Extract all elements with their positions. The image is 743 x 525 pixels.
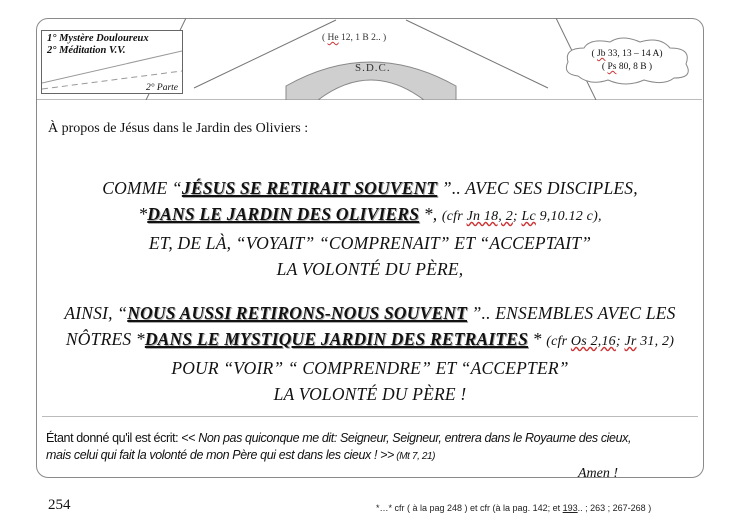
paragraph-us: AINSI, “NOUS AUSSI RETIRONS-NOUS SOUVENT ”.. ENSEMBLES AVEC LES NÔTRES *DANS LE MYSTIQUE JARDIN DES RETRAITES * (cfr Os 2,16; Jr 31, 2) POUR “VOIR” “ COMPRENDRE” ET “ACCEPTER” LA VOLONTÉ DU PÈRE !	[64, 303, 676, 404]
paragraph-jesus: COMME “JÉSUS SE RETIRAIT SOUVENT ”.. AVEC SES DISCIPLES, *DANS LE JARDIN DES OLIVIERS *, (cfr Jn 18, 2; Lc 9,10.12 c), ET, DE LÀ, “VOYAIT” “COMPRENAIT” ET “ACCEPTAIT” LA VOLONTÉ DU PÈRE,	[102, 178, 638, 279]
meditation-label-box	[41, 30, 183, 94]
mystery-title: 1° Mystère Douloureux	[47, 33, 149, 44]
footnote: *…* cfr ( à la pag 248 ) et cfr (à la pag. 142; et 193.. ; 263 ; 267-268 )	[376, 503, 652, 513]
scripture-quote: Étant donné qu'il est écrit: << Non pas quiconque me dit: Seigneur, Seigneur, entrera dans le Royaume des cieux, mais celui qui fait la volonté de mon Père qui est dans les cieux ! >> (Mt 7, 21)	[46, 431, 632, 462]
amen-text: Amen !	[578, 466, 619, 481]
cloud-references: ( Jb 33, 13 – 14 A) ( Ps 80, 8 B )	[591, 49, 663, 72]
part-label: 2° Parte	[145, 83, 178, 93]
page-number: 254	[48, 497, 71, 513]
top-reference: ( He 12, 1 B 2.. )	[322, 33, 387, 43]
intro-line: À propos de Jésus dans le Jardin des Oliviers :	[48, 121, 309, 136]
meditation-title: 2° Méditation V.V.	[47, 45, 126, 56]
emblem-label: S.D.C.	[355, 62, 391, 74]
divider	[42, 416, 698, 417]
